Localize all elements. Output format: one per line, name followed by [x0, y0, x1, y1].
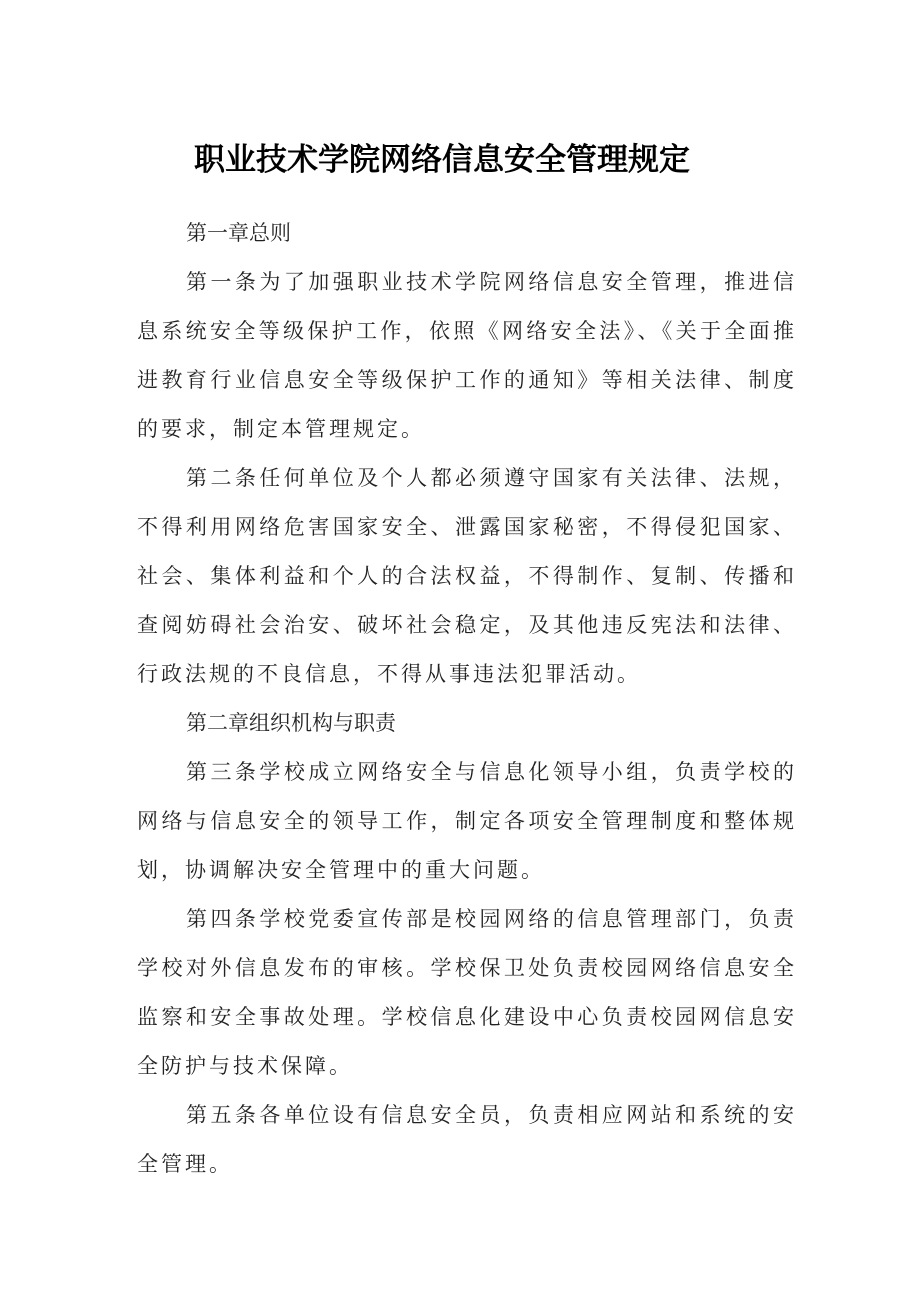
article-5: 第五条各单位设有信息安全员，负责相应网站和系统的安全管理。: [137, 1103, 797, 1176]
article-3: 第三条学校成立网络安全与信息化领导小组，负责学校的网络与信息安全的领导工作，制定各项安全管理制度和整体规划，协调解决安全管理中的重大问题。: [137, 760, 797, 882]
chapter-heading-organization: 第二章组织机构与职责: [186, 711, 396, 735]
article-1: 第一条为了加强职业技术学院网络信息安全管理，推进信息系统安全等级保护工作，依照《网络安全法》、《关于全面推进教育行业信息安全等级保护工作的通知》等相关法律、制度的要求，制定本管理规定。: [137, 270, 797, 441]
document-title: 职业技术学院网络信息安全管理规定: [194, 142, 690, 178]
document-body: [137, 209, 797, 1189]
chapter-heading-general: 第一章总则: [186, 221, 291, 245]
article-2: 第二条任何单位及个人都必须遵守国家有关法律、法规，不得利用网络危害国家安全、泄露国家秘密，不得侵犯国家、社会、集体利益和个人的合法权益，不得制作、复制、传播和查阅妨碍社会治安、破坏社会稳定，及其他违反宪法和法律、行政法规的不良信息，不得从事违法犯罪活动。: [137, 466, 797, 686]
article-4: 第四条学校党委宣传部是校园网络的信息管理部门，负责学校对外信息发布的审核。学校保卫处负责校园网络信息安全监察和安全事故处理。学校信息化建设中心负责校园网信息安全防护与技术保障。: [137, 907, 797, 1078]
